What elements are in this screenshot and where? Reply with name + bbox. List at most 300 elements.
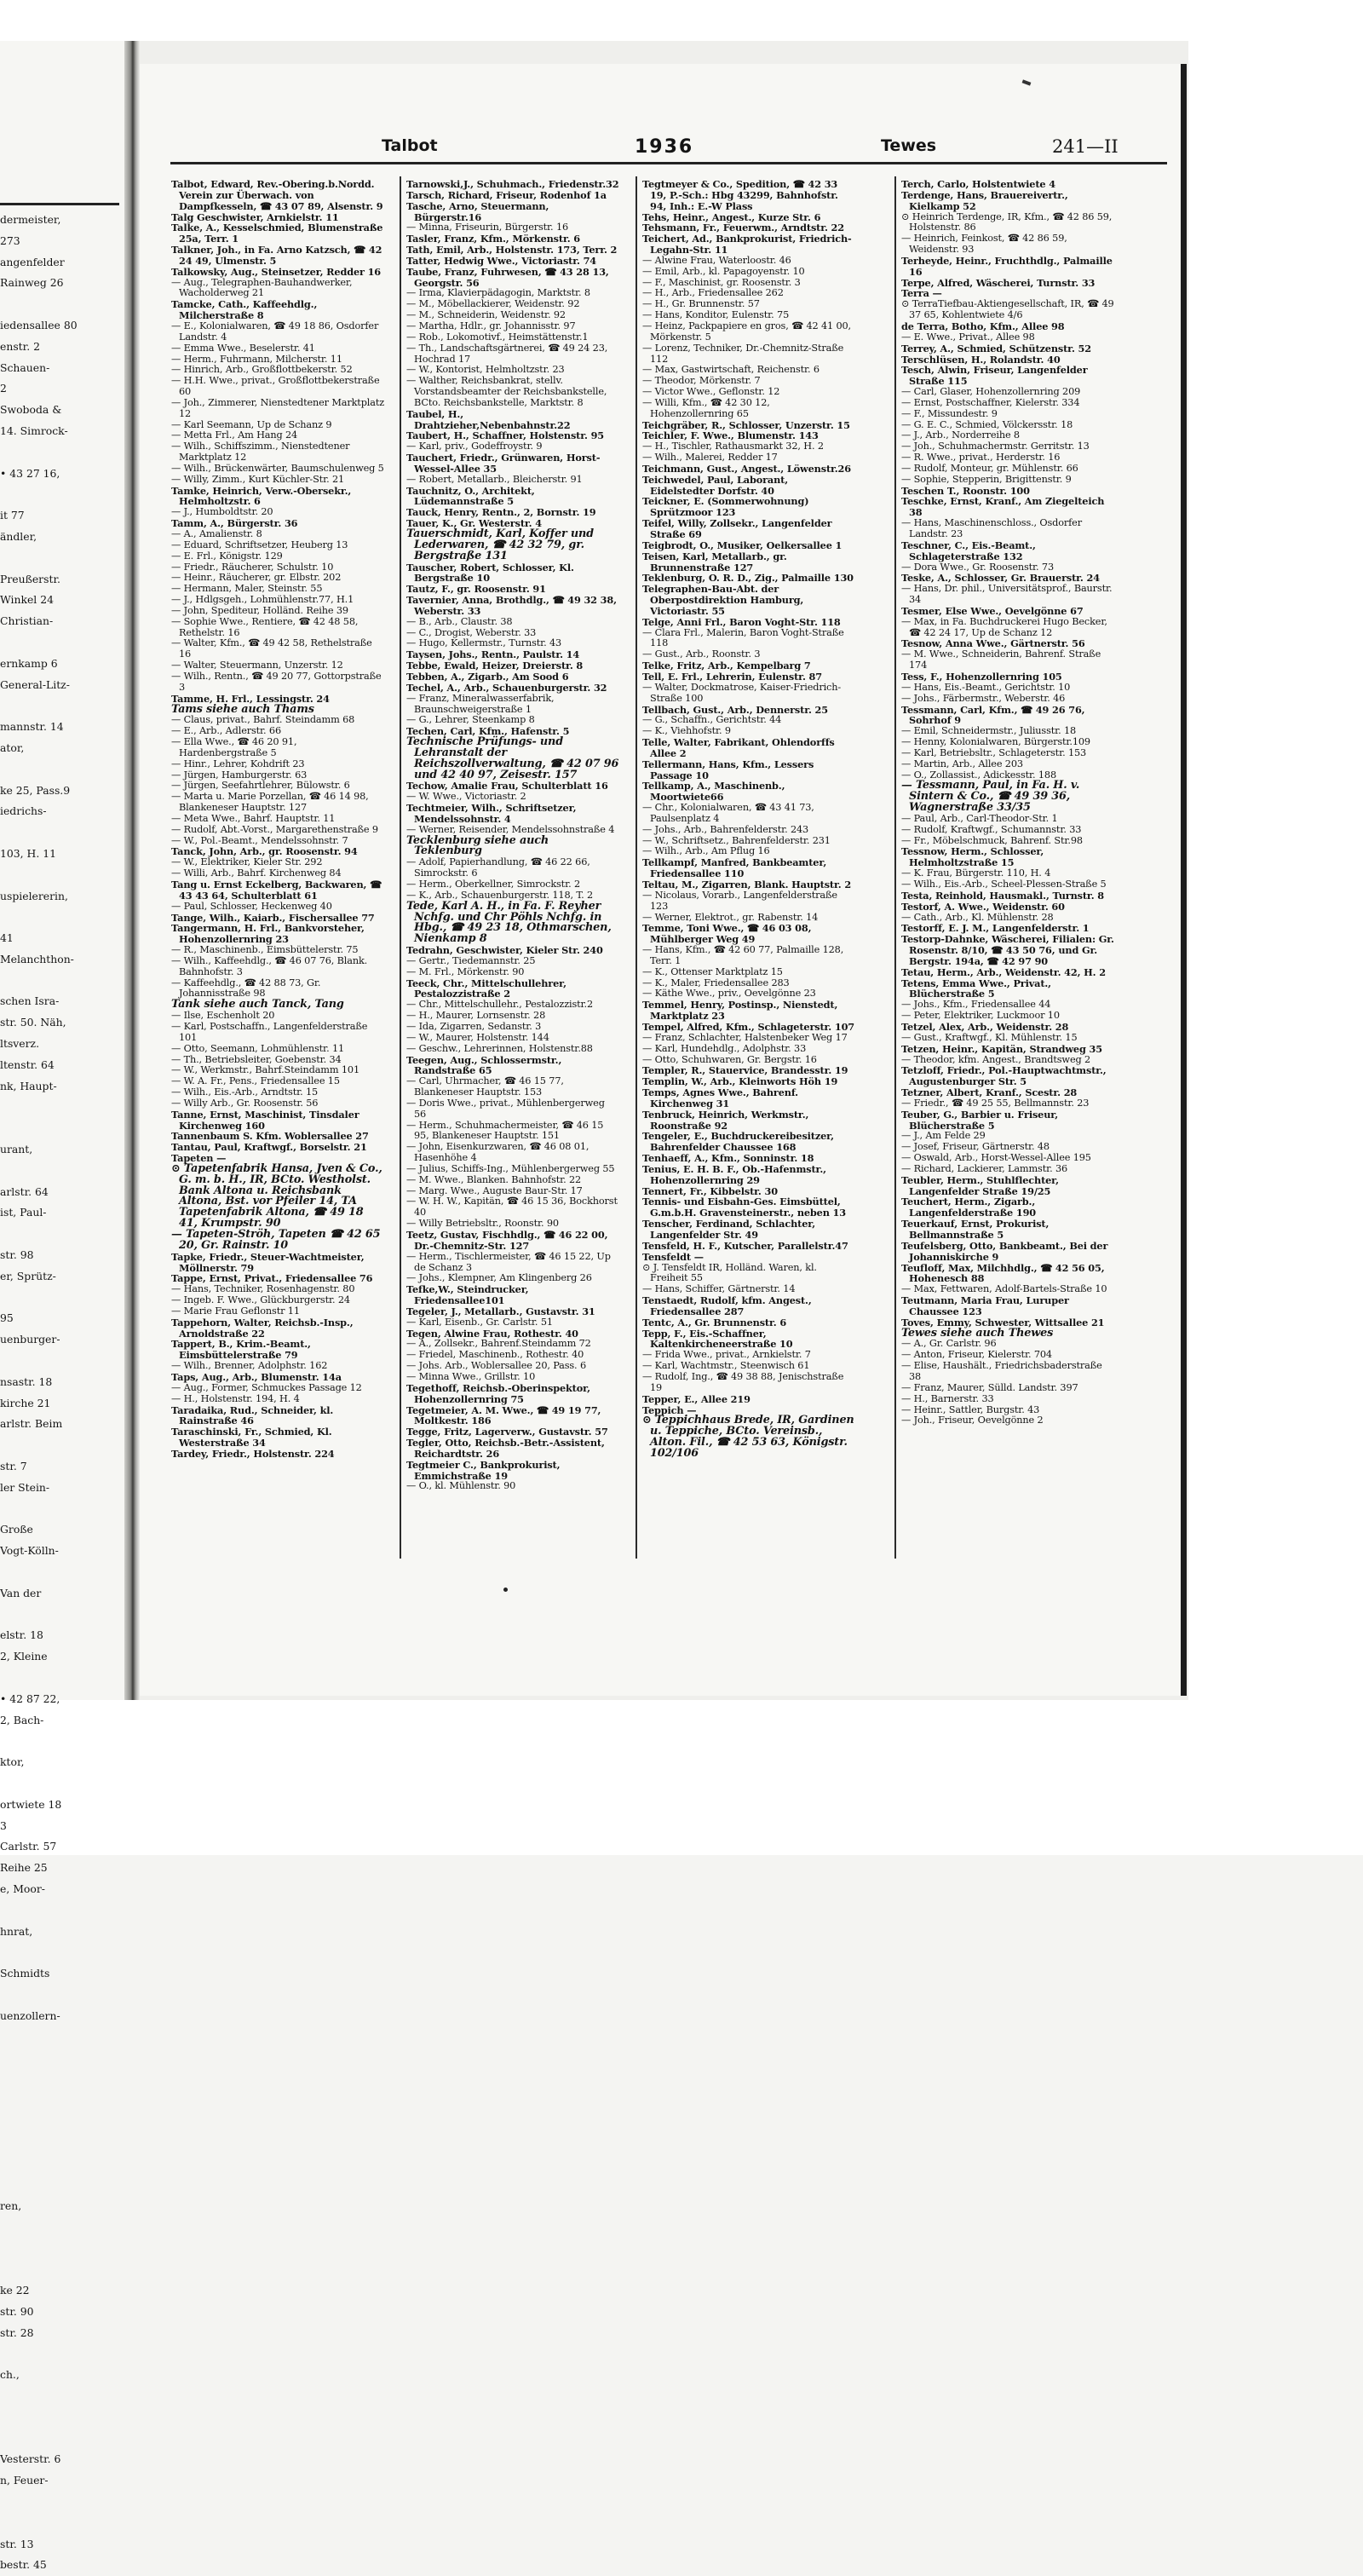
directory-entry: — Irma, Klavierpädagogin, Marktstr. 8 [406,287,590,299]
directory-entry: Teutmann, Maria Frau, Luruper Chaussee 123 [901,1294,1069,1317]
directory-entry: Tensfeld, H. F., Kutscher, Parallelstr.47 [642,1239,848,1252]
facing-page-line [0,2513,123,2534]
directory-entry: — Emma Wwe., Beselerstr. 41 [171,342,315,354]
directory-entry: — Anton, Friseur, Kielerstr. 704 [901,1349,1052,1361]
directory-entry: — E., Kolonialwaren, ☎ 49 18 86, Osdorfer Landstr. 4 [171,320,379,343]
facing-page-line: 2 [0,382,7,395]
directory-entry: — Sophie Wwe., Rentiere, ☎ 42 48 58, Rethelstr. 16 [171,615,359,638]
directory-entry: Tams siehe auch Thams [171,702,314,716]
facing-page-line: 95 [0,1311,14,1325]
directory-entry: — Th., Betriebsleiter, Goebenstr. 34 [171,1053,342,1065]
directory-entry: Tegge, Fritz, Lagerverw., Gustavstr. 57 [406,1426,608,1438]
facing-page-line [0,442,123,464]
directory-entry: Tenbruck, Heinrich, Werkmstr., Roonstraße 92 [642,1108,809,1132]
directory-entry: Teuchert, Herm., Zigarb., Langenfelderstraße 190 [901,1196,1036,1219]
directory-entry: — Sophie, Stepperin, Brigittenstr. 9 [901,473,1072,485]
directory-entry: Tatter, Hedwig Wwe., Victoriastr. 74 [406,254,597,267]
directory-entry: Tesnow, Anna Wwe., Gärtnerstr. 56 [901,637,1085,650]
facing-page-line: bestr. 45 [0,2558,47,2572]
directory-entry: Temps, Agnes Wwe., Bahrenf. Kirchenweg 31 [642,1086,798,1109]
directory-entry: Tess, F., Hohenzollernring 105 [901,670,1062,683]
directory-entry: — Hinr., Lehrer, Kohdrift 23 [171,758,305,769]
facing-page-line [0,294,123,315]
directory-entry: — Doris Wwe., privat., Mühlenbergerweg 56 [406,1097,605,1120]
facing-page-line: str. 98 [0,1248,34,1262]
directory-entry: Tappehorn, Walter, Reichsb.-Insp., Arnoldstraße 22 [171,1316,354,1340]
facing-page-line [0,1499,123,1520]
facing-page-line [0,1773,123,1795]
directory-entry: Tauerschmidt, Karl, Koffer und Lederwaren, ☎ 42 32 79, gr. Bergstraße 131 [406,527,594,562]
facing-page-line [0,1351,123,1372]
directory-entry: — H., Arb., Friedensallee 262 [642,287,784,299]
facing-page-line: uspielererin, [0,889,68,902]
directory-entry: Telegraphen-Bau-Abt. der Oberpostdirektion Hamburg, Victoriastr. 55 [642,583,804,617]
directory-entry: — Karl, Postschaffn., Langenfelderstraße 101 [171,1020,368,1043]
facing-page-line [0,2133,123,2154]
directory-entry: Toves, Emmy, Schwester, Wittsallee 21 [901,1316,1105,1328]
directory-entry: — Hans, Kfm., ☎ 42 60 77, Palmaille 128, Terr. 1 [642,944,844,966]
facing-page-line [0,2429,123,2450]
directory-entry: — Herm., Tischlermeister, ☎ 46 15 22, Up de Schanz 3 [406,1250,611,1273]
directory-entry: Terra — [901,287,942,300]
directory-entry: Tewes siehe auch Thewes [901,1326,1054,1340]
directory-entry: — Victor Wwe., Geflonstr. 12 [642,386,780,398]
column-divider [894,176,896,1559]
directory-entry: — Heinrich, Feinkost, ☎ 42 86 59, Weidenstr. 93 [901,233,1067,256]
facing-page-line [0,2090,123,2112]
directory-entry: — Rudolf, Ing., ☎ 49 38 88, Jenischstraße 19 [642,1370,844,1393]
directory-entry: — E. Frl., Königstr. 129 [171,550,283,562]
directory-entry: — C., Drogist, Weberstr. 33 [406,626,537,638]
directory-entry: — M., Möbellackierer, Weidenstr. 92 [406,298,580,310]
directory-entry: — Walter, Kfm., ☎ 49 42 58, Rethelstraße 16 [171,637,372,660]
directory-entry: — J., Am Felde 29 [901,1130,986,1142]
directory-entry: Teichmann, Gust., Angest., Löwenstr.26 [642,462,851,475]
directory-entry: — Wilh., Arb., Am Pflug 16 [642,845,770,857]
directory-entry: Tessnow, Herm., Schlosser, Helmholtzstraße 15 [901,845,1044,869]
directory-entry: ⊙ Teppichhaus Brede, IR, Gardinen u. Teppiche, BCto. Vereinsb., Alton. Fil., ☎ 42 53 63, Königstr. 102/106 [642,1414,854,1460]
directory-entry: Tappe, Ernst, Privat., Friedensallee 76 [171,1272,373,1285]
directory-entry: — Johs., Arb., Bahrenfelderstr. 243 [642,823,809,835]
directory-entry: — Gust., Kraftwgf., Kl. Mühlenstr. 15 [901,1031,1078,1043]
directory-entry: — Wilh., Rentn., ☎ 49 20 77, Gottorpstraße 3 [171,670,382,693]
facing-page-line [0,1097,123,1118]
directory-entry: — Oswald, Arb., Horst-Wessel-Allee 195 [901,1152,1091,1164]
directory-entry: — B., Arb., Claustr. 38 [406,615,513,627]
directory-entry: — W., Pol.-Beamt., Mendelssohnstr. 7 [171,834,348,846]
directory-entry: ⊙ Tapetenfabrik Hansa, Jven & Co., G. m. b. H., IR, BCto. Westholst. Bank Altona u. Reichsbank Altona, Bst. vor Pfeiler 14, TA Tapetenfabrik Altona, ☎ 49 18 41, Krumpstr. 90 [171,1161,382,1230]
directory-column-4 [901,179,1114,1564]
directory-entry: Tempel, Alfred, Kfm., Schlageterstr. 107 [642,1020,854,1033]
directory-column-2 [406,179,619,1564]
facing-page-line [0,822,123,844]
facing-page-line: 103, H. 11 [0,846,56,860]
directory-entry: — Julius, Schiffs-Ing., Mühlenbergerweg 55 [406,1162,615,1174]
directory-entry: — Heinr., Räucherer, gr. Elbstr. 202 [171,572,342,584]
directory-entry: ⊙ TerraTiefbau-Aktiengesellschaft, IR, ☎ 49 37 65, Kohlentwiete 4/6 [901,298,1114,321]
running-head-first-entry: Talbot [382,136,438,155]
directory-entry: Teifel, Willy, Zollsekr., Langenfelder Straße 69 [642,517,832,540]
directory-entry: — Wilh., Brenner, Adolphstr. 162 [171,1360,328,1372]
facing-page-line [0,2239,123,2260]
facing-page-line: Reihe 25 [0,1861,48,1875]
facing-page-line: dermeister, [0,213,61,226]
directory-entry: — Cath., Arb., Kl. Mühlenstr. 28 [901,911,1054,923]
directory-entry: Teufelsberg, Otto, Bankbeamt., Bei der Johanniskirche 9 [901,1239,1108,1263]
directory-entry: — Johs. Arb., Woblersallee 20, Pass. 6 [406,1360,586,1372]
directory-entry: Terheyde, Heinr., Fruchthdlg., Palmaille 16 [901,254,1113,278]
directory-entry: Terrey, A., Schmied, Schützenstr. 52 [901,342,1091,354]
directory-entry: — Claus, privat., Bahrf. Steindamm 68 [171,714,355,726]
directory-entry: Tegeler, J., Metallarb., Gustavstr. 31 [406,1305,595,1317]
directory-entry: — Wilh., Eis.-Arb., Scheel-Plessen-Straße 5 [901,879,1107,890]
directory-entry: Techow, Amalie Frau, Schulterblatt 16 [406,780,608,792]
directory-entry: Techtmeier, Wilh., Schriftsetzer, Mendelssohnstr. 4 [406,802,577,825]
directory-entry: — H., Gr. Brunnenstr. 57 [642,298,760,310]
directory-entry: Tauck, Henry, Rentn., 2, Bornstr. 19 [406,506,596,519]
facing-page-line [0,2175,123,2196]
directory-entry: — M. Wwe., Schneiderin, Bahrenf. Straße 174 [901,648,1101,671]
facing-page-line: n, Feuer- [0,2474,49,2487]
directory-entry: Terpe, Alfred, Wäscherei, Turnstr. 33 [901,276,1096,289]
directory-entry: — Hans, Dr. phil., Universitätsprof., Baurstr. 34 [901,583,1113,606]
facing-page-line: elstr. 18 [0,1628,43,1642]
directory-entry: Talke, A., Kesselschmied, Blumenstraße 25a, Terr. 1 [171,222,383,245]
directory-entry: Tautz, F., gr. Roosenstr. 91 [406,583,546,596]
facing-page-line: 41 [0,931,14,945]
directory-entry: — Jürgen, Hamburgerstr. 63 [171,769,308,781]
directory-entry: Tegen, Alwine Frau, Rothestr. 40 [406,1327,578,1340]
directory-entry: de Terra, Botho, Kfm., Allee 98 [901,320,1065,332]
directory-entry: Tenstaedt, Rudolf, kfm. Angest., Friedensallee 287 [642,1294,812,1317]
directory-entry: — Walther, Reichsbankrat, stellv. Vorstandsbeamter der Reichsbankstelle, BCto. Reichsbankstelle, Marktstr. 8 [406,375,607,408]
facing-page-line [0,1562,123,1583]
directory-entry: — Karl, Hundehdlg., Adolphstr. 33 [642,1042,807,1054]
directory-entry: Tang u. Ernst Eckelberg, Backwaren, ☎ 43 43 64, Schulterblatt 61 [171,879,382,902]
directory-entry: — M. Wwe., Blanken. Bahnhofstr. 22 [406,1173,582,1185]
directory-entry: — H., Tischler, Rathausmarkt 32, H. 2 [642,441,824,452]
directory-entry: — Karl, Eisenb., Gr. Carlstr. 51 [406,1316,553,1328]
directory-entry: — A., Gr. Carlstr. 96 [901,1338,997,1350]
directory-entry: — W., Maurer, Holstenstr. 144 [406,1031,549,1043]
directory-entry: — Gertr., Tiedemannstr. 25 [406,954,536,966]
directory-entry: Tasler, Franz, Kfm., Mörkenstr. 6 [406,233,580,245]
header-rule [170,162,1167,164]
directory-entry: — Joh., Zimmerer, Nienstedtener Marktplatz 12 [171,396,385,419]
directory-entry: Tessmann, Carl, Kfm., ☎ 49 26 76, Sohrhof 9 [901,703,1085,727]
facing-page-line: ke 25, Pass.9 [0,783,71,797]
directory-entry: Taubert, H., Schaffner, Holstenstr. 95 [406,429,604,442]
directory-entry: — Chr., Mittelschullehr., Pestalozzistr.2 [406,999,593,1011]
directory-entry: — Frida Wwe., privat., Arnkielstr. 7 [642,1349,811,1361]
directory-entry: — Geschw., Lehrerinnen, Holstenstr.88 [406,1042,593,1054]
directory-entry: — Martha, Hdlr., gr. Johannisstr. 97 [406,320,576,331]
directory-entry: — F., Missundestr. 9 [901,407,998,419]
directory-entry: Tell, E. Frl., Lehrerin, Eulenstr. 87 [642,670,822,683]
directory-entry: Teschke, Ernst, Kranf., Am Ziegelteich 38 [901,495,1105,519]
facing-page-line: 3 [0,1818,7,1832]
directory-entry: Tarsch, Richard, Friseur, Rodenhof 1a [406,188,607,201]
directory-entry: Teickner, E. (Sommerwohnung) Sprützmoor 123 [642,495,809,519]
directory-entry: Tetzner, Albert, Kranf., Scestr. 28 [901,1086,1078,1099]
directory-entry: — Tessmann, Paul, in Fa. H. v. Sintern & Co., ☎ 49 39 36, Wagnerstraße 33/35 [901,779,1080,815]
directory-entry: Talg Geschwister, Arnkielstr. 11 [171,210,339,223]
facing-page-line: Carlstr. 57 [0,1840,57,1853]
facing-page-line [0,1731,123,1752]
directory-entry: Tegtmeyer & Co., Spedition, ☎ 42 33 19, P.-Sch.: Hbg 43299, Bahnhofstr. 94, Inh.: E.-W Plass [642,178,838,212]
page-mark-dot [503,1588,508,1592]
directory-entry: — Marta u. Marie Porzellan, ☎ 46 14 98, Blankeneser Hauptstr. 127 [171,791,369,814]
directory-entry: — W. A. Fr., Pens., Friedensallee 15 [171,1075,340,1087]
directory-entry: Talkner, Joh., in Fa. Arno Katzsch, ☎ 42 24 49, Ulmenstr. 5 [171,244,382,267]
directory-entry: ⊙ J. Tensfeldt IR, Holländ. Waren, kl. Freiheit 55 [642,1261,817,1284]
facing-page-line: ernkamp 6 [0,656,58,670]
directory-entry: Telle, Walter, Fabrikant, Ohlendorffs Allee 2 [642,736,835,759]
facing-page-line: Schauen- [0,360,50,374]
directory-entry: Testorp-Dahnke, Wäscherei, Filialen: Gr. Rosenstr. 8/10, ☎ 43 50 76, und Gr. Bergstr. 194a, ☎ 42 97 90 [901,933,1114,967]
facing-page-line: Preußerstr. [0,572,60,585]
directory-entry: — G., Lehrer, Steenkamp 8 [406,714,535,726]
directory-entry: — Werner, Elektrot., gr. Rabenstr. 14 [642,911,819,923]
facing-page-line: Winkel 24 [0,593,54,607]
directory-entry: Tepper, E., Allee 219 [642,1392,751,1405]
facing-page-line [0,2407,123,2429]
directory-entry: Tetens, Emma Wwe., Privat., Blücherstraße 5 [901,977,1051,1000]
directory-entry: Talkowsky, Aug., Steinsetzer, Redder 16 [171,265,381,278]
directory-entry: — Wilh., Eis.-Arb., Arndtstr. 15 [171,1086,319,1098]
facing-page-line: str. 7 [0,1460,27,1473]
directory-entry: — Ilse, Eschenholt 20 [171,1010,275,1022]
directory-entry: — Franz, Maurer, Sülld. Landstr. 397 [901,1381,1078,1393]
directory-entry: — J., Hdlgsgeh., Lohmühlenstr.77, H.1 [171,594,354,606]
facing-page-line [0,759,123,781]
directory-entry: Tamm, A., Bürgerstr. 36 [171,517,298,530]
facing-page-line [0,971,123,992]
directory-entry: — Karl, Betriebsltr., Schlageterstr. 153 [901,746,1087,758]
scan-right-margin [1188,0,1363,1855]
directory-entry: Tarnowski,J., Schuhmach., Friedenstr.32 [406,178,619,190]
directory-entry: — W., Kontorist, Helmholtzstr. 23 [406,364,565,376]
running-head-last-entry: Tewes [881,136,937,155]
directory-column-1 [171,179,384,1564]
directory-entry: Tenius, E. H. B. F., Ob.-Hafenmstr., Hohenzollernring 29 [642,1162,826,1186]
facing-page-line [0,1435,123,1456]
directory-entry: — Hermann, Maler, Steinstr. 55 [171,583,323,595]
facing-page-line: schen Isra- [0,994,60,1008]
facing-page-line [0,2259,123,2280]
directory-entry: ⊙ Heinrich Terdenge, IR, Kfm., ☎ 42 86 59, Holstenstr. 86 [901,210,1113,233]
directory-entry: Tegtmeier C., Bankprokurist, Emmichstraße 19 [406,1458,561,1482]
facing-page-line: • 43 27 16, [0,466,60,480]
directory-entry: — Alwine Frau, Waterloostr. 46 [642,254,791,266]
directory-entry: Techen, Carl, Kfm., Hafenstr. 5 [406,725,570,738]
directory-entry: Tauchnitz, O., Architekt, Lüdemannstraße 5 [406,484,535,508]
directory-entry: — Minna Wwe., Grillstr. 10 [406,1370,536,1382]
directory-entry: Temme, Toni Wwe., ☎ 46 03 08, Mühlberger Weg 49 [642,922,812,946]
directory-entry: Testorf, A. Wwe., Weidenstr. 60 [901,900,1065,913]
directory-entry: — Lorenz, Techniker, Dr.-Chemnitz-Straße 112 [642,342,844,365]
page-edge-shadow [1181,64,1187,1696]
facing-page-line: ltsverz. [0,1037,40,1051]
facing-page-line [0,2343,123,2365]
directory-entry: — Kaffeehdlg., ☎ 42 88 73, Gr. Johannisstraße 98 [171,977,321,1000]
facing-page-line [0,2069,123,2090]
directory-entry: Taube, Franz, Fuhrwesen, ☎ 43 28 13, Georgstr. 56 [406,265,609,289]
directory-entry: — Willi, Kfm., ☎ 42 30 12, Hohenzollernring 65 [642,396,770,419]
directory-entry: — Dora Wwe., Gr. Roosenstr. 73 [901,561,1054,573]
scan-top-margin [0,0,1363,41]
facing-page-line: arlstr. 64 [0,1184,49,1198]
directory-entry: — Rudolf, Kraftwgf., Schumannstr. 33 [901,823,1082,835]
directory-entry: — Wilh., Kaffeehdlg., ☎ 46 07 76, Blank. Bahnhofstr. 3 [171,954,368,977]
directory-entry: — R., Maschinenb., Eimsbüttelerstr. 75 [171,944,359,956]
directory-entry: — W. H. W., Kapitän, ☎ 46 15 36, Bockhorst 40 [406,1196,618,1219]
directory-entry: Tamcke, Cath., Kaffeehdlg., Milcherstraße 8 [171,298,318,322]
directory-entry: Tegethoff, Reichsb.-Oberinspektor, Hohenzollernring 75 [406,1381,590,1405]
directory-entry: Tanne, Ernst, Maschinist, Tinsdaler Kirchenweg 160 [171,1108,359,1132]
directory-entry: — Paul, Arb., Carl-Theodor-Str. 1 [901,812,1058,824]
directory-entry: — Robert, Metallarb., Bleicherstr. 91 [406,473,583,485]
directory-entry: Taubel, H., Drahtzieher,Nebenbahnstr.22 [406,407,571,431]
facing-page-line: 14. Simrock- [0,424,68,437]
facing-page-line: arlstr. Beim [0,1417,63,1431]
directory-entry: — Ida, Zigarren, Sedanstr. 3 [406,1020,542,1032]
directory-entry: — Theodor, Mörkenstr. 7 [642,375,761,387]
directory-entry: Teigbrodt, O., Musiker, Oelkersallee 1 [642,539,843,551]
facing-page-line: ltenstr. 64 [0,1057,55,1071]
directory-entry: Tebben, A., Zigarb., Am Sood 6 [406,670,569,683]
directory-entry: Tamme, H. Frl., Lessingstr. 24 [171,692,330,705]
facing-page-line: iedensallee 80 [0,318,78,331]
directory-entry: — Nicolaus, Vorarb., Langenfelderstraße 123 [642,889,837,912]
directory-entry: Tehs, Heinr., Angest., Kurze Str. 6 [642,210,821,223]
directory-entry: — Max, in Fa. Buchdruckerei Hugo Becker, ☎ 42 24 17, Up de Schanz 12 [901,615,1107,638]
facing-page-line [0,1985,123,2006]
directory-entry: Tehsmann, Fr., Feuerwm., Arndtstr. 22 [642,222,844,234]
directory-entry: — G. E. C., Schmied, Völckersstr. 18 [901,418,1073,430]
directory-entry: — Willy Arb., Gr. Roosenstr. 56 [171,1097,319,1109]
directory-entry: Teltau, M., Zigarren, Blank. Hauptstr. 2 [642,879,852,890]
facing-page-line: str. 50. Näh, [0,1016,66,1029]
facing-page-line [0,865,123,886]
directory-entry: — Karl Seemann, Up de Schanz 9 [171,418,332,430]
directory-entry: Tebbe, Ewald, Heizer, Dreierstr. 8 [406,660,584,672]
directory-entry: Teuber, G., Barbier u. Friseur, Blücherstraße 5 [901,1108,1059,1132]
directory-entry: — O., Zollassist., Adickesstr. 188 [901,769,1056,781]
directory-entry: — Emil, Arb., kl. Papagoyenstr. 10 [642,265,805,277]
directory-entry: — Metta Frl., Am Hang 24 [171,429,298,441]
directory-entry: Teppich — [642,1403,697,1416]
directory-entry: — Friedel, Maschinenb., Rothestr. 40 [406,1349,584,1361]
directory-entry: — Gust., Arb., Roonstr. 3 [642,648,761,660]
directory-entry: Teichgräber, R., Schlosser, Unzerstr. 15 [642,418,850,431]
directory-entry: — W., Elektriker, Kieler Str. 292 [171,856,323,868]
directory-entry: — Willy Betriebsltr., Roonstr. 90 [406,1218,559,1230]
directory-entry: — H., Barnerstr. 33 [901,1392,994,1404]
directory-entry: — Käthe Wwe., priv., Oevelgönne 23 [642,988,816,1000]
directory-entry: Tetzel, Alex, Arb., Weidenstr. 28 [901,1020,1069,1033]
directory-entry: — Johs., Färbermstr., Weberstr. 46 [901,692,1066,704]
facing-page-line: 2, Bach- [0,1713,44,1726]
directory-entry: — K., Arb., Schauenburgerstr. 118, T. 2 [406,889,594,901]
directory-entry: Tenhaeff, A., Kfm., Sonninstr. 18 [642,1152,814,1165]
directory-entry: — H., Maurer, Lornsenstr. 28 [406,1010,546,1022]
directory-entry: Templer, R., Stauervice, Brandesstr. 19 [642,1064,848,1077]
directory-entry: — Peter, Elektriker, Luckmoor 10 [901,1010,1060,1022]
facing-page-line: ortwiete 18 [0,1797,62,1811]
directory-entry: — Josef, Friseur, Gärtnerstr. 48 [901,1141,1050,1153]
directory-entry: Tepp, F., Eis.-Schaffner, Kaltenkircheneerstraße 10 [642,1327,793,1351]
facing-page-line: Van der [0,1586,42,1599]
directory-entry: Tenscher, Ferdinand, Schlachter, Langenfelder Str. 49 [642,1218,816,1241]
directory-entry: Tensfeldt — [642,1250,704,1263]
directory-entry: — Hans, Techniker, Rosenhagenstr. 80 [171,1283,355,1295]
facing-page-line: ist, Paul- [0,1206,47,1219]
directory-entry: Tank siehe auch Tanck, Tang [171,998,344,1011]
directory-entry: — Minna, Friseurin, Bürgerstr. 16 [406,222,569,233]
facing-page-line: Rainweg 26 [0,276,64,290]
facing-page-fragment [0,41,126,2572]
directory-entry: — Meta Wwe., Bahrf. Hauptstr. 11 [171,812,336,824]
directory-entry: — Karl, priv., Godeffroystr. 9 [406,441,543,452]
facing-page-line: Vesterstr. 6 [0,2452,61,2466]
directory-entry: — F., Maschinist, gr. Roosenstr. 3 [642,276,801,288]
directory-entry: Taraschinski, Fr., Schmied, Kl. Westerstraße 34 [171,1426,332,1449]
directory-entry: Tauscher, Robert, Schlosser, Kl. Bergstraße 10 [406,561,574,585]
directory-entry: — Otto, Schuhwaren, Gr. Bergstr. 16 [642,1053,817,1065]
directory-entry: — Hans, Schiffer, Gärtnerstr. 14 [642,1283,796,1295]
directory-entry: Terdenge, Hans, Brauereivertr., Kielkamp 52 [901,188,1068,212]
directory-entry: — A., Zollsekr., Bahrenf.Steindamm 72 [406,1338,591,1350]
directory-entry: — Marg. Wwe., Auguste Baur-Str. 17 [406,1184,583,1196]
directory-entry: Technische Prüfungs- und Lehranstalt der Reichszollverwaltung, ☎ 42 07 96 und 42 40 97, Zeisestr. 157 [406,735,619,781]
facing-page-line: ren, [0,2199,22,2212]
facing-page-line [0,2492,123,2513]
facing-page-line: mannstr. 14 [0,720,64,734]
facing-page-line [0,1605,123,1626]
facing-page-line: ch., [0,2368,20,2382]
directory-entry: Teisen, Karl, Metallarb., gr. Brunnenstraße 127 [642,550,787,573]
directory-entry: — Clara Frl., Malerin, Baron Voght-Straße 118 [642,626,844,649]
directory-entry: — Max, Fettwaren, Adolf-Bartels-Straße 10 [901,1283,1107,1295]
directory-entry: — Hugo, Kellermstr., Turnstr. 43 [406,637,562,649]
facing-page-line: uenzollern- [0,2008,60,2022]
directory-entry: — K. Frau, Bürgerstr. 110, H. 4 [901,867,1051,879]
directory-entry: — Max, Gastwirtschaft, Reichenstr. 6 [642,364,820,376]
directory-entry: Tellkamp, A., Maschinenb., Moortwiete66 [642,780,785,804]
facing-page-line: ktor, [0,1755,25,1769]
directory-entry: Terch, Carlo, Holstentwiete 4 [901,178,1055,190]
facing-page-line: str. 13 [0,2537,34,2550]
facing-page-line [0,2112,123,2133]
directory-entry: — J., Humboldtstr. 20 [171,506,273,518]
directory-entry: — W., Schriftsetz., Bahrenfelderstr. 231 [642,834,831,846]
facing-page-line [0,632,123,654]
directory-entry: Taradaika, Rud., Schneider, kl. Rainstraße 46 [171,1403,334,1427]
directory-entry: Tefke,W., Steindrucker, Friedensallee101 [406,1283,529,1307]
directory-entry: — Franz, Schlachter, Halstenbeker Weg 17 [642,1031,848,1043]
facing-page-line: General-Litz- [0,677,70,691]
directory-entry: Tardey, Friedr., Holstenstr. 224 [171,1447,335,1460]
facing-page-line: ator, [0,741,25,754]
directory-entry: — Fr., Möbelschmuck, Bahrenf. Str.98 [901,834,1083,846]
directory-entry: Tede, Karl A. H., in Fa. F. Reyher Nchfg. und Chr Pöhls Nchfg. in Hbg., ☎ 49 23 18, Othmarschen, Nienkamp 8 [406,899,612,946]
directory-entry: Taysen, Johs., Rentn., Paulstr. 14 [406,648,580,661]
directory-entry: Tetzloff, Friedr., Pol.-Hauptwachtmstr., Augustenburger Str. 5 [901,1064,1107,1088]
directory-entry: Tesch, Alwin, Friseur, Langenfelder Straße 115 [901,364,1088,388]
book-gutter [124,41,140,1700]
directory-entry: — Richard, Lackierer, Lammstr. 36 [901,1162,1068,1174]
